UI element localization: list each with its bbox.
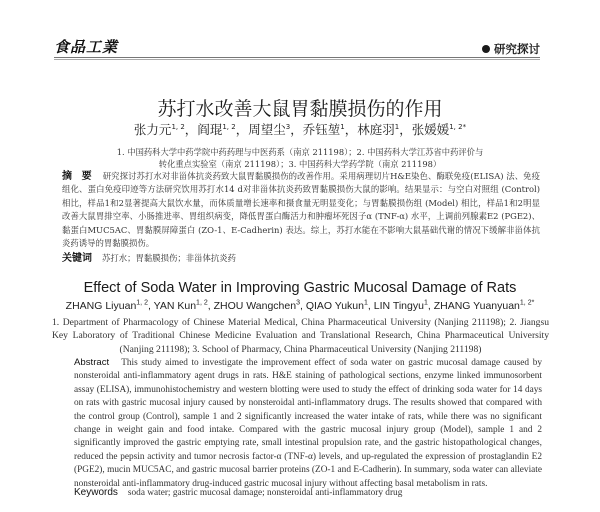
author-separator: ,	[367, 300, 374, 312]
english-authors	[0, 300, 600, 312]
section-label: 研究探讨	[494, 42, 540, 56]
author-name: ZHANG Yuanyuan	[433, 300, 520, 312]
english-abstract	[74, 356, 542, 491]
author-name: 阎琨	[197, 122, 223, 137]
chinese-abstract	[62, 170, 540, 250]
chinese-title: 苏打水改善大鼠胃黏膜损伤的作用	[157, 98, 443, 120]
author-affiliation-mark: 1	[364, 299, 368, 307]
author-separator: ,	[299, 300, 306, 312]
chinese-affiliation-line-2: 转化重点实验室（南京 211198）；3. 中国药科大学药学院（南京 211198）	[158, 159, 442, 169]
author-affiliation-mark: 1, 2	[196, 299, 208, 307]
chinese-keywords-text: 苏打水；胃黏膜损伤；非甾体抗炎药	[102, 253, 236, 263]
english-keywords-text: soda water; gastric mucosal damage; nonsteroidal anti-inflammatory drug	[127, 488, 403, 498]
author-affiliation-mark: 1, 2	[171, 122, 185, 131]
author-name: ZHOU Wangchen	[213, 300, 297, 312]
author-separator: ,	[427, 300, 434, 312]
author-affiliation-mark: 1	[423, 299, 428, 307]
author-name: 乔钰堃	[302, 122, 341, 137]
chinese-abstract-text: 研究探讨苏打水对非甾体抗炎药致大鼠胃黏膜损伤的改善作用。采用病理切片H&E染色、酶联免疫(ELISA) 法、免疫组化、蛋白免疫印迹等方法研究饮用苏打水14 d对非甾体抗炎药致胃黏膜损伤大鼠的影响。结果显示：与空白对照组 (Control) 相比，样品1和2显著提高大鼠饮水量，而体质量增长速率和摄食量无明显变化；与胃黏膜损伤组 (Model) 相比，样品1和2明显改善大鼠胃排空率、小肠推进率、胃组织病变，降低胃蛋白酶活力和肿瘤坏死因子α (TNF-α) 水平，上调前列腺素E2 (PGE2)、黏蛋白MUC5AC、胃黏膜屏障蛋白 (ZO-1、E-Cadherin) 表达。综上，苏打水能在不影响大鼠基础代谢的情况下缓解非甾体抗炎药诱导的胃黏膜损伤。	[62, 171, 540, 249]
author-separator: ,	[147, 300, 154, 312]
author-affiliation-mark: 1, 2	[222, 122, 236, 131]
author-separator: ，	[344, 122, 358, 137]
author-affiliation-mark: 3	[285, 122, 291, 131]
header-rule	[54, 57, 540, 60]
journal-logo: 食品工業	[54, 38, 119, 56]
chinese-keywords-label: 关键词	[62, 253, 92, 264]
chinese-abstract-label: 摘 要	[62, 171, 95, 182]
chinese-keywords	[62, 249, 540, 264]
author-separator: ，	[399, 122, 412, 137]
english-keywords-label: Keywords	[74, 487, 118, 498]
english-title: Effect of Soda Water in Improving Gastric Mucosal Damage of Rats	[83, 280, 517, 296]
english-abstract-label: Abstract	[74, 357, 110, 368]
author-affiliation-mark: 1, 2*	[449, 122, 467, 131]
author-separator: ，	[235, 122, 249, 137]
author-affiliation-mark: 3	[296, 299, 300, 307]
author-affiliation-mark: 1, 2*	[519, 299, 535, 307]
section-tag	[482, 41, 540, 57]
author-separator: ，	[184, 122, 198, 137]
author-name: 张媛媛	[411, 122, 450, 137]
english-affiliations: 1. Department of Pharmacology of Chinese Material Medical, China Pharmaceutical University (Nanjing 211198); 2. Jiangsu Key Laboratory of Traditional Chinese Medicine Evaluation and Translational Research, China Pharmaceutical University (Nanjing 211198); 3. School of Pharmacy, China Pharmaceutical University (Nanjing 211198)	[52, 317, 549, 355]
author-separator: ,	[207, 300, 214, 312]
author-name: QIAO Yukun	[305, 300, 364, 312]
chinese-affiliation-line-1: 1. 中国药科大学中药学院中药药理与中医药系（南京 211198）；2. 中国药科大学江苏省中药评价与	[116, 147, 484, 157]
author-affiliation-mark: 1	[394, 122, 400, 131]
english-keywords	[74, 487, 542, 498]
author-separator: ，	[290, 122, 303, 137]
author-affiliation-mark: 1	[340, 122, 345, 131]
english-abstract-text: This study aimed to investigate the improvement effect of soda water on gastric mucosal damage caused by nonsteroidal anti-inflammatory agent drugs in rats. H&E staining of pathological sections, enzyme linked immunosorbent assay (ELISA), immunohistochemistry and western blotting were used to study the effect of drinking soda water for 14 days on rats with gastric mucosal injury caused by nonsteroidal anti-inflammatory drugs. The results showed that compared with the control group (Control), sample 1 and 2 significantly increased the water intake of rats, while there was no significant change in weight gain and food intake. Compared with the gastric mucosal injury group (Model), sample 1 and 2 significantly improved the gastric emptying rate, small intestinal propulsion rate, and the gastric histopathological changes, reduced the pepsin activity and tumor necrosis factor-α (TNF-α) levels, and up-regulated the expression of prostaglandin E2 (PGE2), mucin MUC5AC, and gastric mucosal barrier proteins (ZO-1 and E-Cadherin). In summary, soda water can alleviate nonsteroidal anti-inflammatory drug-induced gastric mucosal injury without affecting basal metabolism in rats.	[74, 358, 542, 489]
chinese-authors	[0, 120, 600, 138]
bullet-dot-icon	[482, 45, 490, 53]
author-name: ZHANG Liyuan	[65, 300, 137, 312]
author-name: 周望尘	[248, 122, 286, 137]
author-name: 林庭羽	[357, 122, 395, 137]
author-name: YAN Kun	[153, 300, 197, 312]
author-name: 张力元	[133, 122, 172, 137]
author-name: LIN Tingyu	[373, 300, 424, 312]
author-affiliation-mark: 1, 2	[136, 299, 148, 307]
